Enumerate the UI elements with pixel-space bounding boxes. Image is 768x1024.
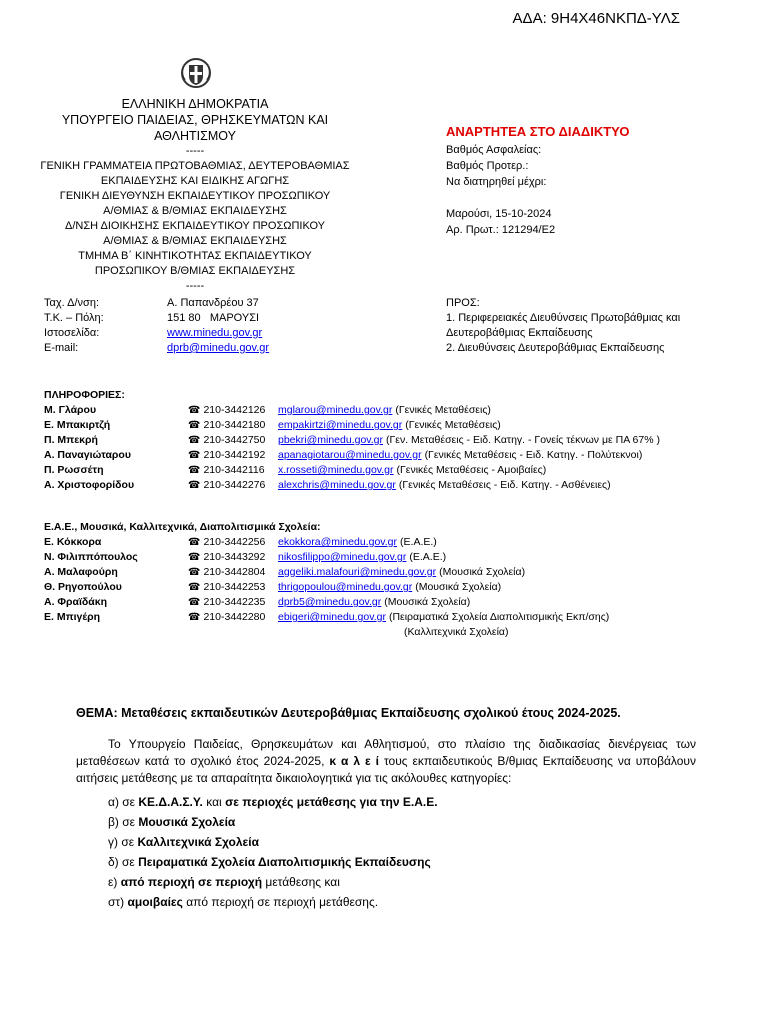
contact-note: (Ε.Α.Ε.) bbox=[400, 536, 437, 548]
document-date: Μαρούσι, 15-10-2024 bbox=[446, 208, 552, 220]
contact-note: (Μουσικά Σχολεία) bbox=[384, 596, 471, 608]
recipients-label: ΠΡΟΣ: bbox=[446, 297, 480, 309]
school-contacts bbox=[44, 520, 744, 640]
contact-phone: ☎ 210-3442192 bbox=[188, 449, 266, 461]
contact-row bbox=[44, 565, 744, 580]
contact-phone: ☎ 210-3442180 bbox=[188, 419, 266, 431]
contact-name: Α. Παναγιώταρου bbox=[44, 449, 131, 461]
protocol-number: Αρ. Πρωτ.: 121294/Ε2 bbox=[446, 224, 556, 236]
contact-phone: ☎ 210-3442280 bbox=[188, 611, 266, 623]
phone-icon: ☎ bbox=[188, 405, 201, 416]
contact-phone: ☎ 210-3442126 bbox=[188, 404, 266, 416]
contact-name: Π. Ρωσσέτη bbox=[44, 464, 104, 476]
contact-name: Ε. Μπακιρτζή bbox=[44, 419, 111, 431]
contact-row bbox=[44, 448, 744, 463]
contact-name: Α. Χριστοφορίδου bbox=[44, 479, 135, 491]
phone-icon: ☎ bbox=[188, 537, 201, 548]
website-link[interactable]: www.minedu.gov.gr bbox=[167, 327, 263, 339]
body-text-1: Το Υπουργείο Παιδείας, Θρησκευμάτων και Αθλητισμού, στο πλαίσιο της διαδικασίας διενέργειας των μεταθέσεων κατά το σχολικό έτος 2024-2025, bbox=[76, 737, 696, 768]
priority-level: Βαθμός Προτερ.: bbox=[446, 160, 529, 172]
contact-row bbox=[44, 463, 744, 478]
header-line: ΕΚΠΑΙΔΕΥΣΗΣ ΚΑΙ ΕΙΔΙΚΗΣ ΑΓΩΓΗΣ bbox=[100, 175, 290, 187]
phone-icon: ☎ bbox=[188, 552, 201, 563]
email-link[interactable]: dprb@minedu.gov.gr bbox=[167, 342, 270, 354]
street-label: Ταχ. Δ/νση: bbox=[44, 297, 100, 309]
ministry-header bbox=[40, 96, 350, 294]
contact-note: (Γενικές Μεταθέσεις) bbox=[405, 419, 501, 431]
contact-name: Ε. Μπιγέρη bbox=[44, 611, 101, 623]
contact-row bbox=[44, 610, 744, 625]
contact-phone: ☎ 210-3442750 bbox=[188, 434, 266, 446]
info-heading: ΠΛΗΡΟΦΟΡΙΕΣ: bbox=[44, 389, 125, 401]
email-label: E-mail: bbox=[44, 342, 79, 354]
contact-email-link[interactable]: nikosfilippo@minedu.gov.gr bbox=[278, 551, 407, 563]
ada-code: ΑΔΑ: 9Η4Χ46ΝΚΠΔ-ΥΛΣ bbox=[512, 10, 680, 27]
contact-note: (Γενικές Μεταθέσεις) bbox=[395, 404, 491, 416]
contact-note: (Γεν. Μεταθέσεις - Ειδ. Κατηγ. - Γονείς τέκνων με ΠΑ 67% ) bbox=[386, 434, 660, 446]
phone-icon: ☎ bbox=[188, 465, 201, 476]
document-meta bbox=[446, 142, 555, 238]
contact-name: Α. Φραϊδάκη bbox=[44, 596, 107, 608]
ministry-title: ΥΠΟΥΡΓΕΙΟ ΠΑΙΔΕΙΑΣ, ΘΡΗΣΚΕΥΜΑΤΩΝ ΚΑΙ bbox=[61, 113, 329, 127]
contact-name: Ε. Κόκκορα bbox=[44, 536, 102, 548]
phone-icon: ☎ bbox=[188, 612, 201, 623]
contact-name: Ν. Φιλιππόπουλος bbox=[44, 551, 138, 563]
contact-row bbox=[44, 535, 744, 550]
header-line: Δ/ΝΣΗ ΔΙΟΙΚΗΣΗΣ ΕΚΠΑΙΔΕΥΤΙΚΟΥ ΠΡΟΣΩΠΙΚΟΥ bbox=[64, 220, 326, 232]
contact-email-link[interactable]: alexchris@minedu.gov.gr bbox=[278, 479, 396, 491]
contact-row bbox=[44, 433, 744, 448]
contact-phone: ☎ 210-3442253 bbox=[188, 581, 266, 593]
contact-phone: ☎ 210-3443292 bbox=[188, 551, 266, 563]
contact-row bbox=[44, 478, 744, 493]
contact-phone: ☎ 210-3442804 bbox=[188, 566, 266, 578]
separator: ----- bbox=[185, 280, 205, 292]
contact-email-link[interactable]: thrigopoulou@minedu.gov.gr bbox=[278, 581, 413, 593]
contact-note: (Γενικές Μεταθέσεις - Αμοιβαίες) bbox=[396, 464, 547, 476]
header-line: ΠΡΟΣΩΠΙΚΟΥ Β/ΘΜΙΑΣ ΕΚΠΑΙΔΕΥΣΗΣ bbox=[94, 265, 296, 277]
body-text-2: τους εκπαιδευτικούς Β/θμιας Εκπαίδευσης να υποβάλουν αιτήσεις μετάθεσης με τα απαραίτητα δικαιολογητικά για τις ακόλουθες κατηγορίες: bbox=[76, 754, 696, 785]
list-item: γ) σε Καλλιτεχνικά Σχολεία bbox=[108, 835, 259, 849]
recipient-2: 2. Διευθύνσεις Δευτεροβάθμιας Εκπαίδευσης bbox=[446, 342, 665, 354]
city-value: 151 80 ΜΑΡΟΥΣΙ bbox=[167, 312, 260, 324]
subject-line: ΘΕΜΑ: Μεταθέσεις εκπαιδευτικών Δευτεροβάθμιας Εκπαίδευσης σχολικού έτους 2024-2025. bbox=[76, 706, 621, 720]
contact-name: Μ. Γλάρου bbox=[44, 404, 97, 416]
greek-coat-of-arms-icon bbox=[180, 56, 212, 90]
contact-phone: ☎ 210-3442256 bbox=[188, 536, 266, 548]
phone-icon: ☎ bbox=[188, 450, 201, 461]
contact-email-link[interactable]: dprb5@minedu.gov.gr bbox=[278, 596, 382, 608]
contact-note: (Ε.Α.Ε.) bbox=[409, 551, 447, 563]
phone-icon: ☎ bbox=[188, 567, 201, 578]
contact-row bbox=[44, 580, 744, 595]
contact-note: (Πειραματικά Σχολεία Διαπολιτισμικής Εκπ/σης) bbox=[388, 611, 610, 623]
republic-title: ΕΛΛΗΝΙΚΗ ΔΗΜΟΚΡΑΤΙΑ bbox=[121, 97, 269, 111]
info-contacts bbox=[44, 388, 744, 493]
phone-icon: ☎ bbox=[188, 435, 201, 446]
contact-email-link[interactable]: apanagiotarou@minedu.gov.gr bbox=[278, 449, 422, 461]
header-line: ΓΕΝΙΚΗ ΓΡΑΜΜΑΤΕΙΑ ΠΡΩΤΟΒΑΘΜΙΑΣ, ΔΕΥΤΕΡΟΒΑΘΜΙΑΣ bbox=[40, 160, 350, 172]
city-label: Τ.Κ. – Πόλη: bbox=[44, 312, 104, 324]
header-line: Α/ΘΜΙΑΣ & Β/ΘΜΙΑΣ ΕΚΠΑΙΔΕΥΣΗΣ bbox=[103, 235, 287, 247]
list-item: δ) σε Πειραματικά Σχολεία Διαπολιτισμικής Εκπαίδευσης bbox=[108, 855, 431, 869]
contact-row bbox=[44, 403, 744, 418]
contact-name: Π. Μπεκρή bbox=[44, 434, 98, 446]
recipient-1: 1. Περιφερειακές Διευθύνσεις Πρωτοβάθμιας και Δευτεροβάθμιας Εκπαίδευσης bbox=[446, 312, 681, 339]
contact-email-link[interactable]: empakirtzi@minedu.gov.gr bbox=[278, 419, 403, 431]
contact-note: (Μουσικά Σχολεία) bbox=[439, 566, 526, 578]
list-item: α) σε ΚΕ.Δ.Α.Σ.Υ. και σε περιοχές μετάθεσης για την Ε.Α.Ε. bbox=[108, 795, 438, 809]
phone-icon: ☎ bbox=[188, 582, 201, 593]
contact-row bbox=[44, 550, 744, 565]
contact-note-extra: (Καλλιτεχνικά Σχολεία) bbox=[404, 626, 509, 638]
recipients-block bbox=[446, 296, 746, 356]
category-list bbox=[108, 792, 438, 912]
contact-phone: ☎ 210-3442276 bbox=[188, 479, 266, 491]
contact-phone: ☎ 210-3442235 bbox=[188, 596, 266, 608]
security-level: Βαθμός Ασφαλείας: bbox=[446, 144, 542, 156]
contact-name: Α. Μαλαφούρη bbox=[44, 566, 118, 578]
phone-icon: ☎ bbox=[188, 597, 201, 608]
contact-email-link[interactable]: aggeliki.malafouri@minedu.gov.gr bbox=[278, 566, 437, 578]
contact-email-link[interactable]: mglarou@minedu.gov.gr bbox=[278, 404, 393, 416]
body-paragraph bbox=[76, 736, 696, 787]
header-line: Α/ΘΜΙΑΣ & Β/ΘΜΙΑΣ ΕΚΠΑΙΔΕΥΣΗΣ bbox=[103, 205, 287, 217]
contact-email-link[interactable]: ekokkora@minedu.gov.gr bbox=[278, 536, 398, 548]
list-item: στ) αμοιβαίες από περιοχή σε περιοχή μετάθεσης. bbox=[108, 895, 379, 909]
contact-phone: ☎ 210-3442116 bbox=[188, 464, 265, 476]
contact-email-link[interactable]: pbekri@minedu.gov.gr bbox=[278, 434, 384, 446]
address-block bbox=[44, 296, 269, 356]
street-value: Α. Παπανδρέου 37 bbox=[167, 297, 259, 309]
contact-row bbox=[44, 418, 744, 433]
body-text-call: κ α λ ε ί bbox=[329, 754, 380, 768]
contact-email-link[interactable]: x.rosseti@minedu.gov.gr bbox=[278, 464, 394, 476]
schools-heading: Ε.Α.Ε., Μουσικά, Καλλιτεχνικά, Διαπολιτισμικά Σχολεία: bbox=[44, 521, 321, 533]
ministry-title-cont: ΑΘΛΗΤΙΣΜΟΥ bbox=[154, 129, 236, 143]
list-item: ε) από περιοχή σε περιοχή μετάθεσης και bbox=[108, 875, 340, 889]
contact-note: (Γενικές Μεταθέσεις - Ειδ. Κατηγ. - Ασθένειες) bbox=[398, 479, 611, 491]
contact-name: Θ. Ρηγοπούλου bbox=[44, 581, 122, 593]
phone-icon: ☎ bbox=[188, 420, 201, 431]
website-label: Ιστοσελίδα: bbox=[44, 327, 100, 339]
keep-until: Να διατηρηθεί μέχρι: bbox=[446, 176, 547, 188]
contact-note: (Μουσικά Σχολεία) bbox=[415, 581, 502, 593]
phone-icon: ☎ bbox=[188, 480, 201, 491]
header-line: ΤΜΗΜΑ Β΄ ΚΙΝΗΤΙΚΟΤΗΤΑΣ ΕΚΠΑΙΔΕΥΤΙΚΟΥ bbox=[78, 250, 312, 262]
contact-note: (Γενικές Μεταθέσεις - Ειδ. Κατηγ. - Πολύτεκνοι) bbox=[424, 449, 643, 461]
contact-email-link[interactable]: ebigeri@minedu.gov.gr bbox=[278, 611, 386, 623]
post-online-label: ΑΝΑΡΤΗΤΕΑ ΣΤΟ ΔΙΑΔΙΚΤΥΟ bbox=[446, 124, 630, 139]
separator: ----- bbox=[185, 145, 205, 157]
contact-row bbox=[44, 595, 744, 610]
list-item: β) σε Μουσικά Σχολεία bbox=[108, 815, 236, 829]
header-line: ΓΕΝΙΚΗ ΔΙΕΥΘΥΝΣΗ ΕΚΠΑΙΔΕΥΤΙΚΟΥ ΠΡΟΣΩΠΙΚΟΥ bbox=[59, 190, 331, 202]
